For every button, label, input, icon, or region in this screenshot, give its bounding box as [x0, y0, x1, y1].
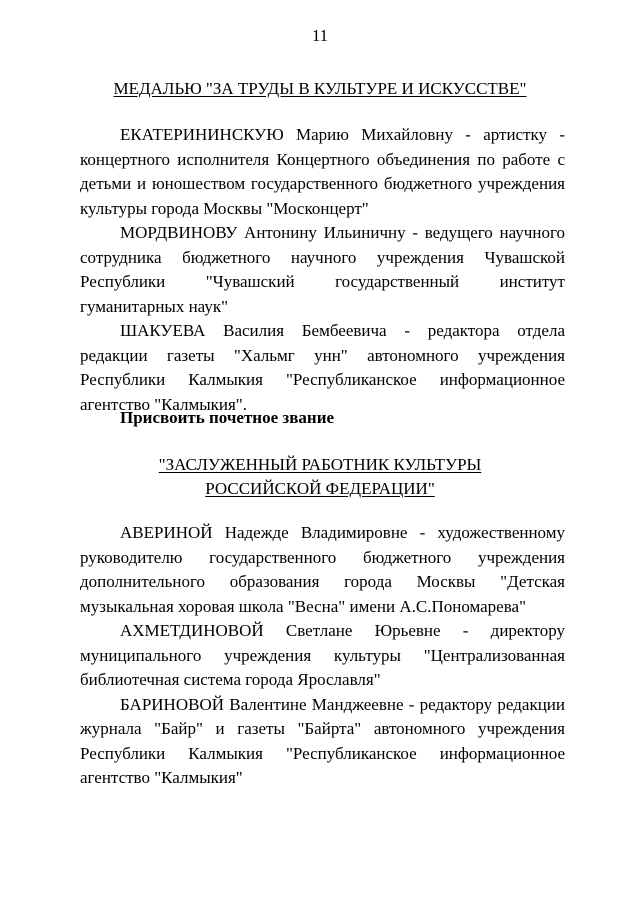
- title-recipients-list: [80, 521, 565, 791]
- list-item: АВЕРИНОЙ Надежде Владимировне - художественному руководителю государственного бюджетного учреждения дополнительного образования города Москвы "Детская музыкальная хоровая школа "Весна" имени А.С.Пономарева": [80, 523, 565, 616]
- page-number: 11: [311, 26, 329, 45]
- list-item: ШАКУЕВА Василия Бембеевича - редактора отдела редакции газеты "Хальмг унн" автономного учреждения Республики Калмыкия "Республиканское информационное агентство "Калмыкия".: [80, 321, 565, 414]
- section-heading-medal: МЕДАЛЬЮ "ЗА ТРУДЫ В КУЛЬТУРЕ И ИСКУССТВЕ": [113, 79, 527, 98]
- list-item: ЕКАТЕРИНИНСКУЮ Марию Михайловну - артистку - концертного исполнителя Концертного объединения по работе с детьми и юношеством государственного бюджетного учреждения культуры города Москвы "Москонцерт": [80, 125, 565, 218]
- list-item: МОРДВИНОВУ Антонину Ильиничну - ведущего научного сотрудника бюджетного научного учреждения Чувашской Республики "Чувашский государственный институт гуманитарных наук": [80, 223, 565, 316]
- assign-title: Присвоить почетное звание: [120, 408, 335, 427]
- list-item: БАРИНОВОЙ Валентине Манджеевне - редактору редакции журнала "Байр" и газеты "Байрта" автономного учреждения Республики Калмыкия "Республиканское информационное агентство "Калмыкия": [80, 694, 565, 787]
- list-item: АХМЕТДИНОВОЙ Светлане Юрьевне - директору муниципального учреждения культуры "Централизованная библиотечная система города Ярославля": [80, 621, 565, 689]
- medal-recipients-list: [80, 123, 565, 417]
- section-heading-title-line2: РОССИЙСКОЙ ФЕДЕРАЦИИ": [205, 479, 435, 498]
- section-heading-title-line1: "ЗАСЛУЖЕННЫЙ РАБОТНИК КУЛЬТУРЫ: [158, 455, 482, 474]
